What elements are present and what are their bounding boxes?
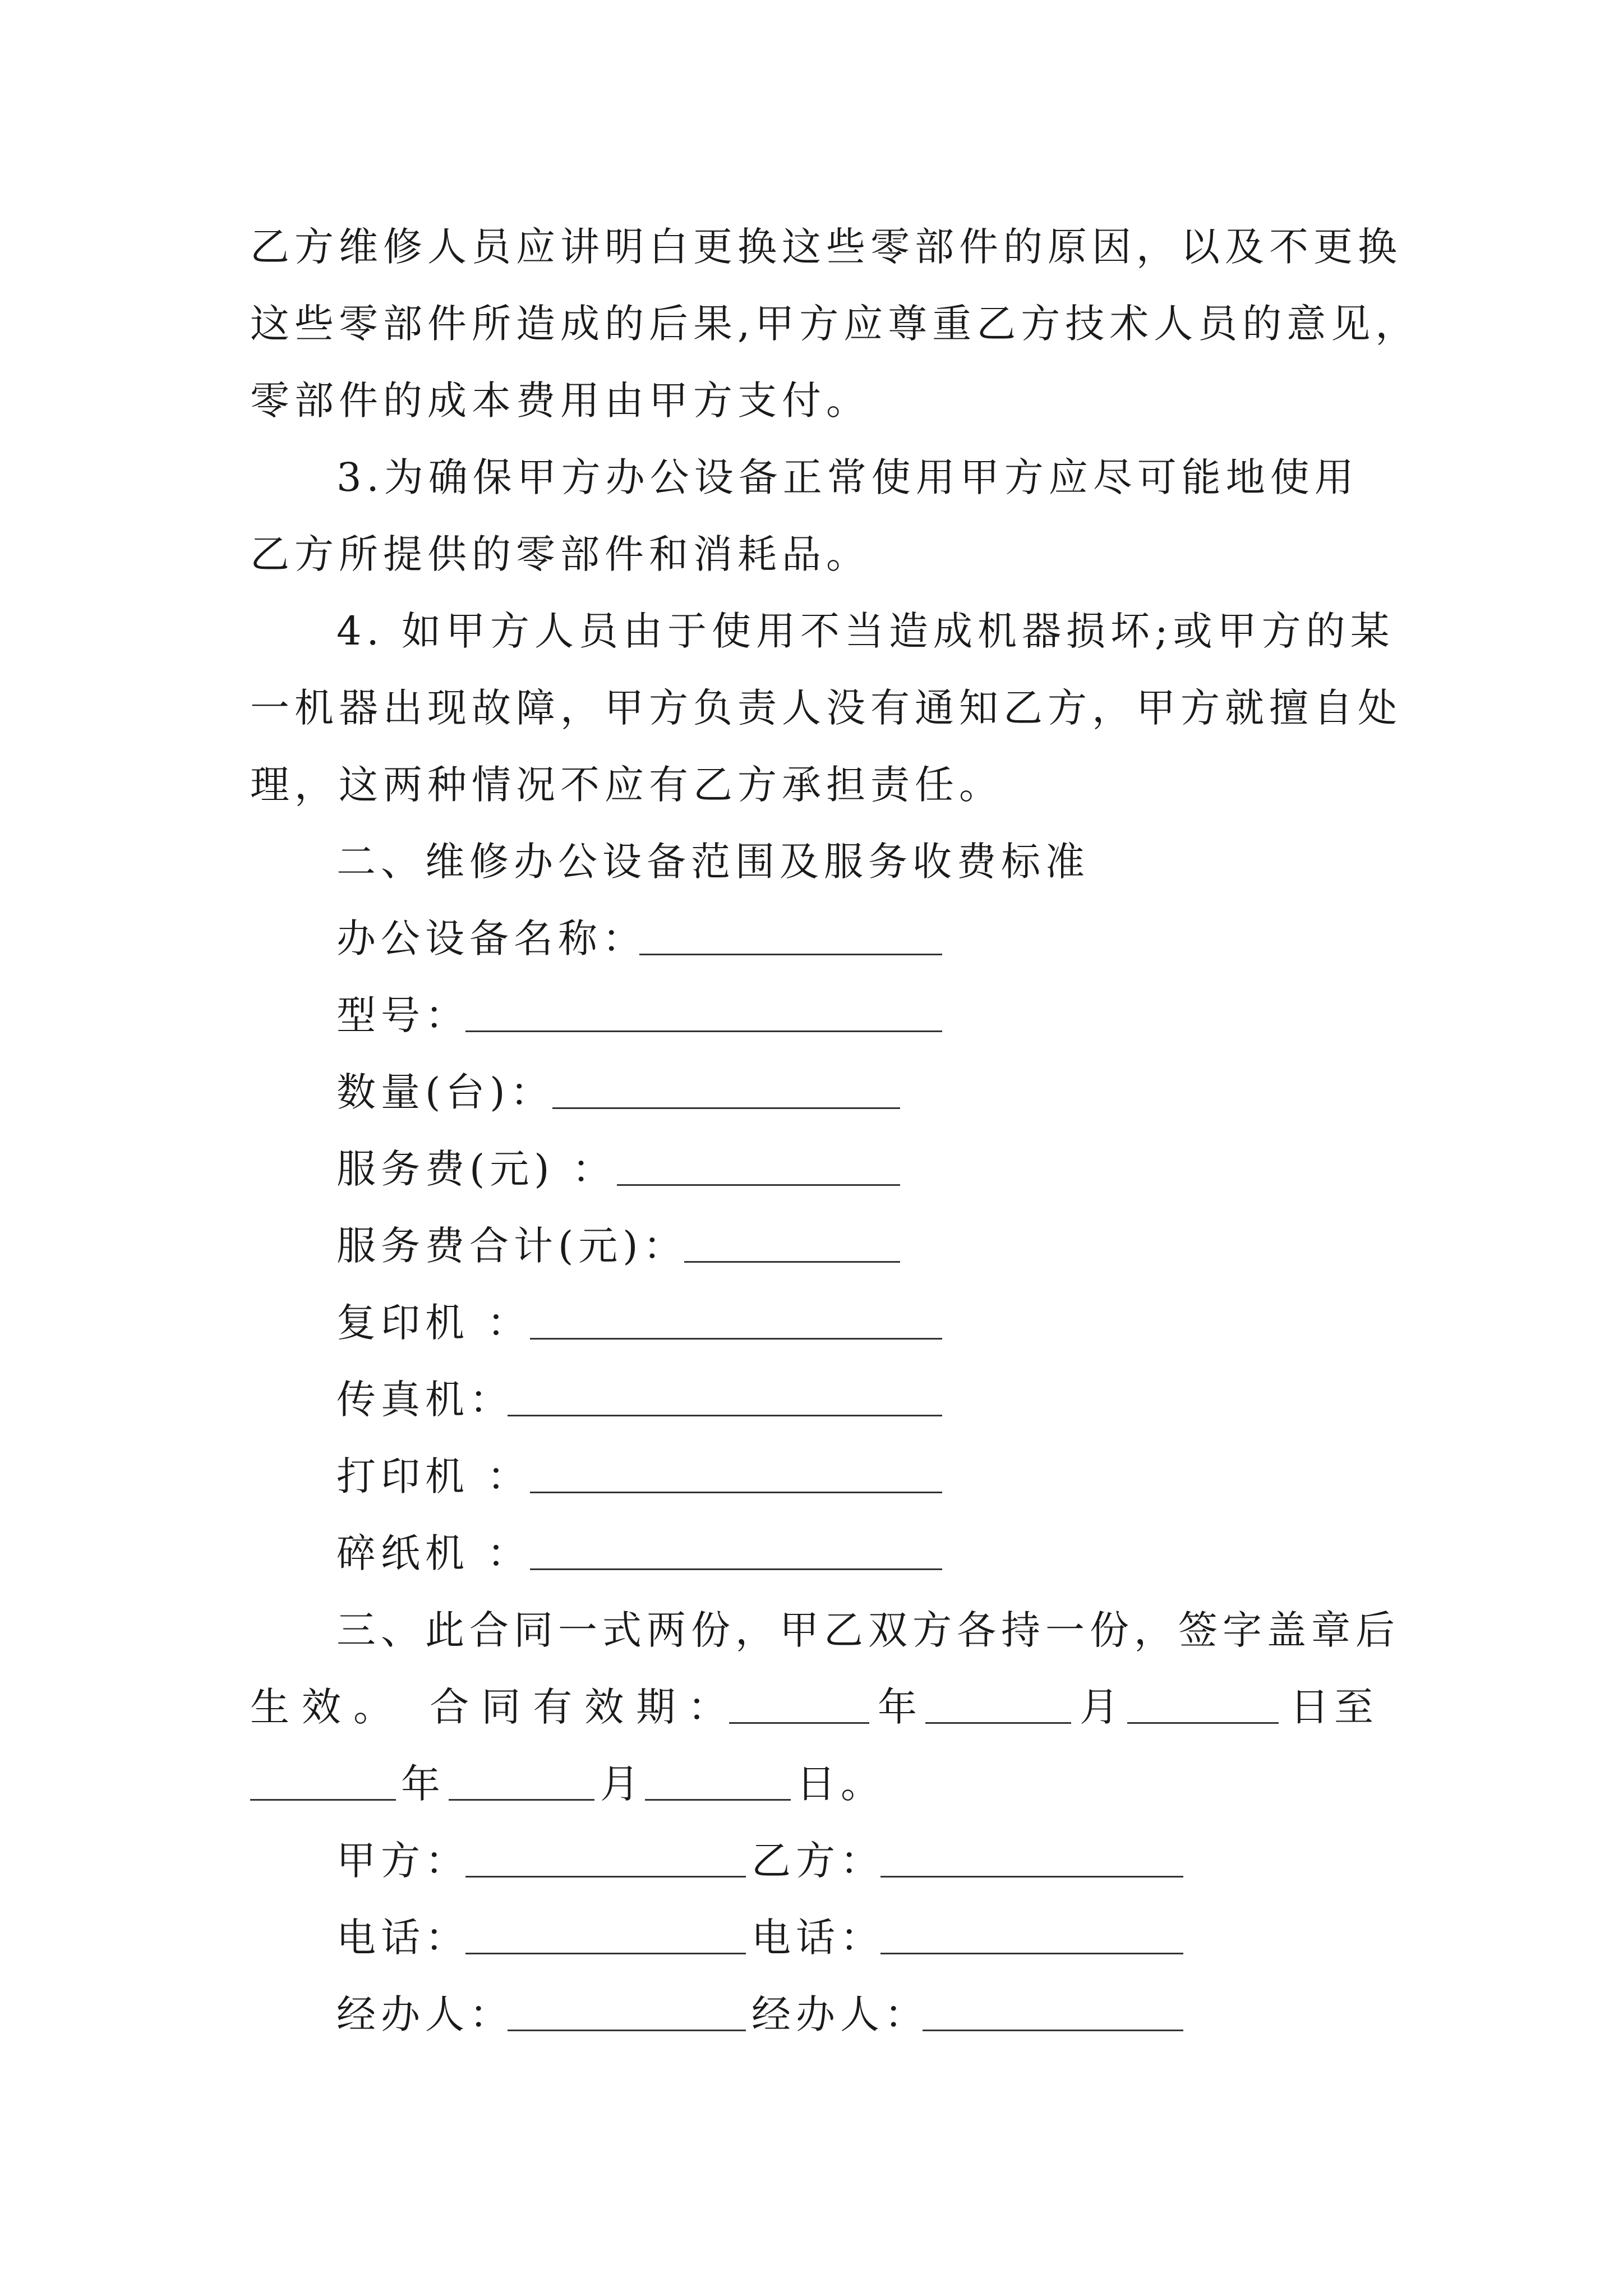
phone-b-label: 电话： [751,1915,884,1961]
handler-b-label: 经办人： [751,1991,929,2037]
field-label-device-name: 办公设备名称： [336,915,647,961]
field-label-fax: 传真机： [336,1377,514,1423]
clause-3-line: 乙方所提供的零部件和消耗品。 [250,531,870,577]
start-year-blank[interactable] [729,1722,869,1724]
handler-b-blank[interactable] [923,2030,1183,2031]
device-name-blank[interactable] [639,954,942,955]
model-blank[interactable] [465,1030,942,1032]
field-label-service-fee-total: 服务费合计(元)： [336,1223,688,1269]
day-to-label: 日至 [1290,1684,1378,1730]
phone-a-blank[interactable] [465,1953,746,1954]
handler-a-blank[interactable] [508,2030,746,2031]
field-label-copier: 复印机 ： [336,1300,532,1346]
party-b-label: 乙方： [751,1838,884,1884]
phone-b-blank[interactable] [880,1953,1183,1954]
service-fee-blank[interactable] [617,1184,900,1186]
start-month-blank[interactable] [925,1722,1071,1724]
year-label: 年 [878,1684,917,1730]
paragraph-line: 零部件的成本费用由甲方支付。 [250,378,870,424]
handler-a-label: 经办人： [336,1991,514,2037]
field-label-printer: 打印机 ： [336,1453,532,1499]
month-label: 月 [600,1761,639,1807]
shredder-blank[interactable] [530,1568,942,1570]
copier-blank[interactable] [530,1338,942,1340]
clause-4-line: 一机器出现故障，甲方负责人没有通知乙方，甲方就擅自处 [250,685,1402,731]
section-heading: 二、维修办公设备范围及服务收费标准 [336,839,1090,885]
clause-3-line: 3.为确保甲方办公设备正常使用甲方应尽可能地使用 [336,454,1359,500]
end-day-blank[interactable] [645,1799,791,1801]
quantity-blank[interactable] [552,1107,900,1109]
service-fee-total-blank[interactable] [684,1261,900,1263]
party-a-blank[interactable] [465,1876,746,1878]
clause-4-line: 4. 如甲方人员由于使用不当造成机器损坏;或甲方的某 [336,608,1395,654]
party-a-label: 甲方： [336,1838,469,1884]
paragraph-line: 这些零部件所造成的后果,甲方应尊重乙方技术人员的意见， [250,301,1420,347]
paragraph-line: 乙方维修人员应讲明白更换这些零部件的原因，以及不更换 [250,224,1402,270]
clause-4-line: 理，这两种情况不应有乙方承担责任。 [250,762,1003,808]
printer-blank[interactable] [530,1492,942,1493]
validity-label: 生效。 合同有效期： [250,1684,740,1730]
field-label-quantity: 数量(台)： [336,1069,555,1115]
month-label: 月 [1080,1684,1119,1730]
phone-a-label: 电话： [336,1915,469,1961]
fax-blank[interactable] [508,1415,942,1416]
party-b-blank[interactable] [880,1876,1183,1878]
field-label-model: 型号： [336,992,469,1038]
field-label-shredder: 碎纸机 ： [336,1530,532,1576]
start-day-blank[interactable] [1127,1722,1279,1724]
field-label-service-fee: 服务费(元) ： [336,1146,616,1192]
day-end-label: 日。 [796,1761,885,1807]
end-month-blank[interactable] [449,1799,594,1801]
year-label: 年 [401,1761,440,1807]
section-3-line: 三、此合同一式两份，甲乙双方各持一份，签字盖章后 [336,1607,1400,1653]
end-year-blank[interactable] [250,1799,396,1801]
